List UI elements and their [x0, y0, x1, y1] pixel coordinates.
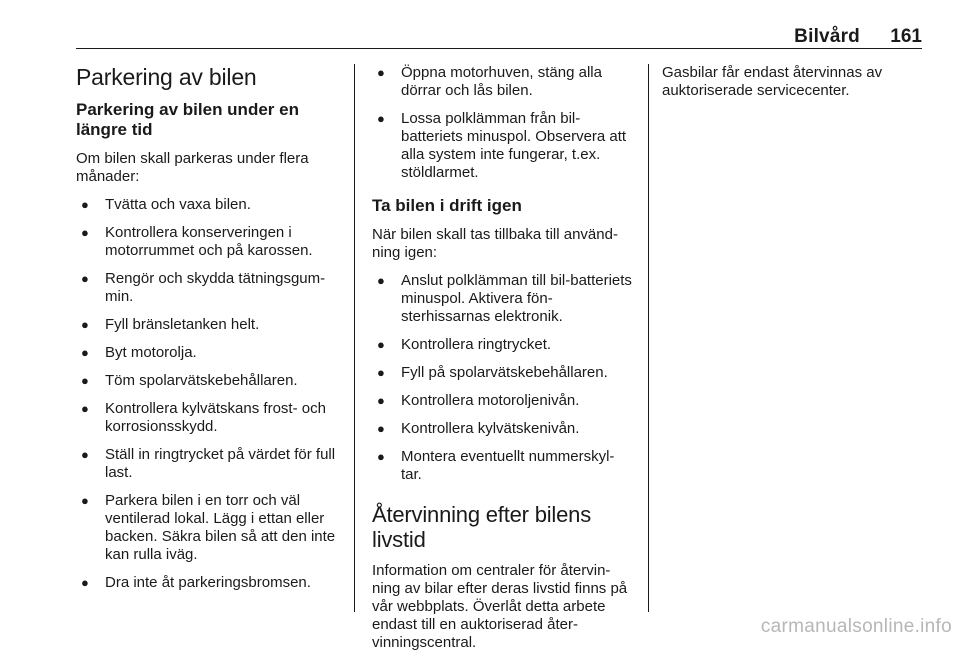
list-item: ● Öppna motorhuven, stäng alla dörrar och lås bilen. [372, 64, 634, 100]
header-divider [76, 48, 922, 49]
column-2 [372, 64, 634, 662]
list-item: ● Kontrollera kylvätskenivån. [372, 420, 634, 438]
column-3 [662, 64, 924, 110]
list-item: ● Kontrollera ringtrycket. [372, 336, 634, 354]
subheading-recommission: Ta bilen i drift igen [372, 196, 522, 215]
list-item: ● Dra inte åt parkeringsbromsen. [76, 574, 342, 592]
list-item: ● Kontrollera motoroljenivån. [372, 392, 634, 410]
list-item: ● Parkera bilen i en torr och väl ventilerad lokal. Lägg i ettan eller backen. Säkra bilen så att den inte kan rulla iväg. [76, 492, 342, 564]
recommission-intro: När bilen skall tas tillbaka till använd‐ning igen: [372, 226, 618, 261]
parking-checklist [76, 196, 342, 592]
list-item: ● Kontrollera konserveringen i motorrummet och på karossen. [76, 224, 342, 260]
heading-recycling: Återvinning efter bilens livstid [372, 502, 591, 552]
section-title: Bilvård [794, 26, 860, 47]
recycling-paragraph: Information om centraler för återvin‐ning av bilar efter deras livstid finns på vår webbplats. Överlåt detta arbete endast till en auktoriserad åter‐vinningscentral. [372, 562, 628, 651]
intro-paragraph: Om bilen skall parkeras under flera månader: [76, 150, 309, 185]
parking-checklist-continued [372, 64, 634, 182]
watermark-text: carmanualsonline.info [760, 616, 952, 637]
subheading-long-term-parking: Parkering av bilen under en längre tid [76, 100, 299, 139]
column-divider-1 [354, 64, 355, 612]
list-item: ● Fyll på spolarvätskebehållaren. [372, 364, 634, 382]
page-number: 161 [890, 26, 922, 47]
list-item: ● Tvätta och vaxa bilen. [76, 196, 342, 214]
gas-vehicle-note: Gasbilar får endast återvinnas av auktoriserade servicecenter. [662, 64, 883, 99]
list-item: ● Töm spolarvätskebehållaren. [76, 372, 342, 390]
list-item: ● Ställ in ringtrycket på värdet för full last. [76, 446, 342, 482]
list-item: ● Fyll bränsletanken helt. [76, 316, 342, 334]
list-item: ● Kontrollera kylvätskans frost- och korrosionsskydd. [76, 400, 342, 436]
list-item: ● Montera eventuellt nummerskyl‐tar. [372, 448, 634, 484]
list-item: ● Rengör och skydda tätningsgum‐min. [76, 270, 342, 306]
recommission-checklist [372, 272, 634, 484]
column-1 [76, 64, 342, 602]
list-item: ● Lossa polklämman från bil‐batteriets minuspol. Observera att alla system inte fungerar, t.ex. stöldlarmet. [372, 110, 634, 182]
list-item: ● Byt motorolja. [76, 344, 342, 362]
heading-parkering: Parkering av bilen [76, 64, 257, 90]
column-divider-2 [648, 64, 649, 612]
page-header [0, 18, 922, 48]
list-item: ● Anslut polklämman till bil‐batteriets minuspol. Aktivera fön‐sterhissarnas elektronik. [372, 272, 634, 326]
